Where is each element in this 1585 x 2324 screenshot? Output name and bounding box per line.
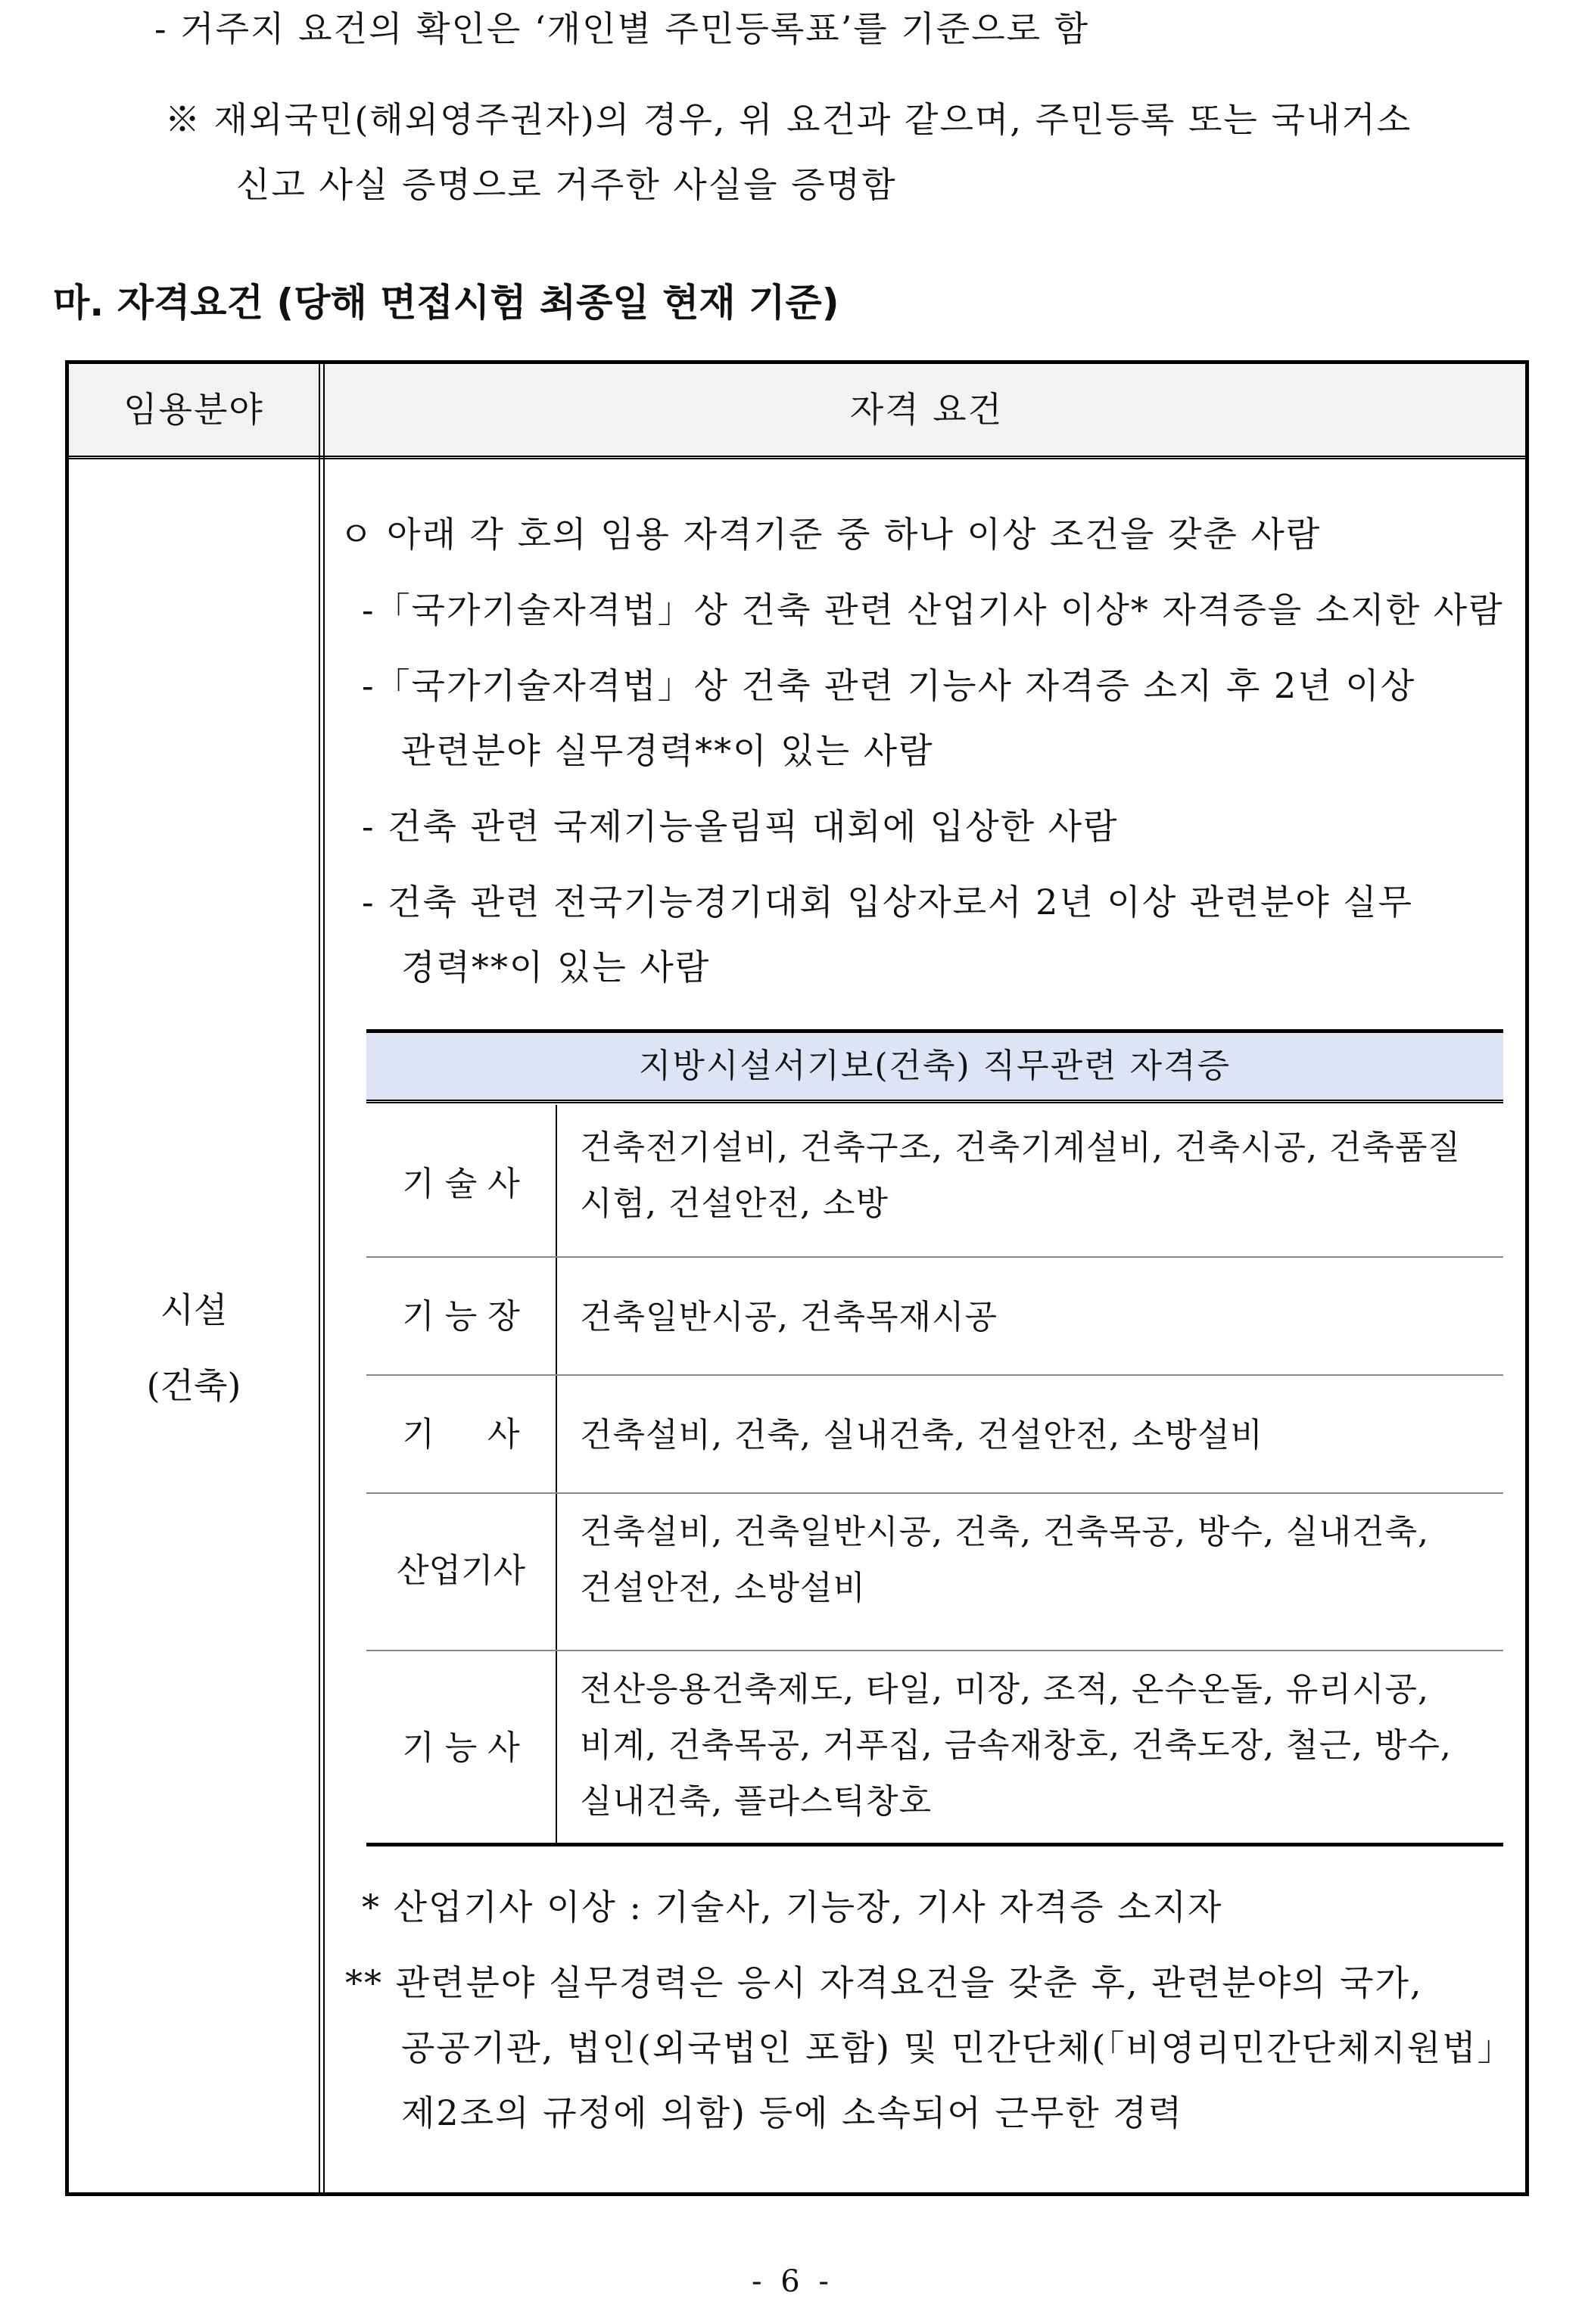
certificate-table	[366, 1029, 1503, 1846]
requirement-item: -「국가기술자격법」상 건축 관련 기능사 자격증 소지 후 2년 이상	[362, 665, 1416, 706]
column-divider	[319, 364, 320, 2192]
requirement-item-continued: 관련분야 실무경력**이 있는 사람	[401, 730, 934, 771]
requirement-item: -「국가기술자격법」상 건축 관련 산업기사 이상* 자격증을 소지한 사람	[362, 590, 1504, 630]
certificate-row-items: 건축일반시공, 건축목재시공	[580, 1298, 998, 1336]
certificate-row-label: 기 술 사	[402, 1165, 520, 1203]
overseas-note-line-1: ※ 재외국민(해외영주권자)의 경우, 위 요건과 같으며, 주민등록 또는 국내거소	[165, 99, 1412, 140]
requirement-item: - 건축 관련 국제기능올림픽 대회에 입상한 사람	[362, 806, 1119, 847]
row-divider	[366, 1650, 1503, 1651]
requirement-main: ㅇ 아래 각 호의 임용 자격기준 중 하나 이상 조건을 갖춘 사람	[339, 514, 1322, 555]
overseas-note-line-2: 신고 사실 증명으로 거주한 사실을 증명함	[236, 164, 897, 205]
footnote-double-star: ** 관련분야 실무경력은 응시 자격요건을 갖춘 후, 관련분야의 국가,	[345, 1962, 1423, 2003]
certificate-row-items: 건설안전, 소방설비	[580, 1569, 867, 1607]
row-divider	[366, 1374, 1503, 1376]
column-divider-double	[323, 364, 325, 2192]
certificate-row-label: 기 능 사	[402, 1728, 520, 1767]
certificate-table-bottom-border	[366, 1843, 1503, 1846]
field-name-line-2: (건축)	[146, 1365, 241, 1406]
footnote-double-star-continued: 공공기관, 법인(외국법인 포함) 및 민간단체(「비영리민간단체지원법」	[401, 2027, 1514, 2068]
table-header-row	[69, 364, 1525, 459]
certificate-row-items: 건축설비, 건축, 실내건축, 건설안전, 소방설비	[580, 1416, 1263, 1454]
certificate-row-items: 비계, 건축목공, 거푸집, 금속재창호, 건축도장, 철근, 방수,	[580, 1726, 1452, 1765]
certificate-row-items: 전산응용건축제도, 타일, 미장, 조적, 온수온돌, 유리시공,	[580, 1670, 1429, 1709]
header-requirements: 자격 요건	[849, 389, 1004, 430]
requirement-item-continued: 경력**이 있는 사람	[401, 947, 711, 988]
header-field: 임용분야	[123, 389, 264, 430]
field-name-line-1: 시설	[160, 1290, 228, 1330]
section-heading: 마. 자격요건 (당해 면접시험 최종일 현재 기준)	[53, 281, 839, 325]
certificate-table-divider	[556, 1105, 557, 1843]
requirement-item: - 건축 관련 전국기능경기대회 입상자로서 2년 이상 관련분야 실무	[362, 882, 1414, 922]
certificate-row-items: 건축전기설비, 건축구조, 건축기계설비, 건축시공, 건축품질	[580, 1128, 1461, 1167]
certificate-table-header-border	[366, 1100, 1503, 1103]
residence-requirement-line: - 거주지 요건의 확인은 ‘개인별 주민등록표’를 기준으로 함	[154, 8, 1090, 49]
footnote-single-star: * 산업기사 이상 : 기술사, 기능장, 기사 자격증 소지자	[362, 1887, 1223, 1927]
certificate-table-title: 지방시설서기보(건축) 직무관련 자격증	[366, 1033, 1503, 1100]
footnote-double-star-continued: 제2조의 규정에 의함) 등에 소속되어 근무한 경력	[401, 2092, 1184, 2133]
certificate-row-items: 시험, 건설안전, 소방	[580, 1184, 889, 1223]
certificate-row-label: 기 사	[402, 1415, 520, 1454]
certificate-row-items: 실내건축, 플라스틱창호	[580, 1782, 933, 1821]
certificate-row-label: 산업기사	[396, 1551, 525, 1590]
certificate-row-label: 기 능 장	[402, 1297, 520, 1336]
row-divider	[366, 1492, 1503, 1494]
certificate-row-items: 건축설비, 건축일반시공, 건축, 건축목공, 방수, 실내건축,	[580, 1513, 1429, 1551]
row-divider	[366, 1256, 1503, 1258]
page-number: - 6 -	[752, 2264, 833, 2299]
